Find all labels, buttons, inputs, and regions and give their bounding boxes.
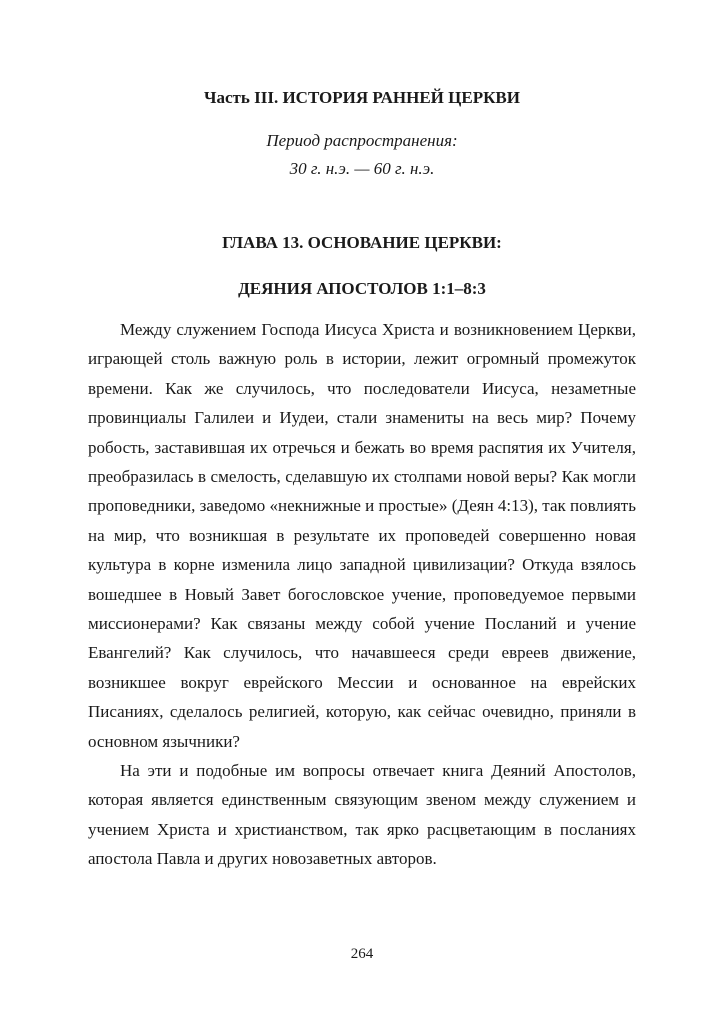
chapter-subtitle: ДЕЯНИЯ АПОСТОЛОВ 1:1–8:3 xyxy=(238,279,486,298)
paragraph-line: основном язычники? xyxy=(88,731,240,751)
paragraph-line: возникшее вокруг еврейского Мессии и основанное на еврейских xyxy=(88,672,636,692)
paragraph-line: проповедники, заведомо «некнижные и простые» (Деян 4:13), так повлиять xyxy=(88,496,636,516)
chapter-title: ГЛАВА 13. ОСНОВАНИЕ ЦЕРКВИ: xyxy=(222,233,502,252)
paragraph-line: на мир, что возникшая в результате их проповедей совершенно новая xyxy=(88,525,636,545)
page-number: 264 xyxy=(350,946,374,962)
paragraph-line: времени. Как же случилось, что последователи Иисуса, незаметные xyxy=(88,378,636,398)
paragraph-line: Евангелий? Как случилось, что начавшееся среди евреев движение, xyxy=(88,643,636,663)
paragraph-line: культура в корне изменила лицо западной цивилизации? Откуда взялось xyxy=(88,555,636,575)
paragraph-line: провинциалы Галилеи и Иудеи, стали знамениты на весь мир? Почему xyxy=(88,408,636,428)
paragraph-line: Между служением Господа Иисуса Христа и возникновением Церкви, xyxy=(120,320,636,339)
paragraph-line: На эти и подобные им вопросы отвечает книга Деяний Апостолов, xyxy=(120,761,636,780)
paragraph-line: апостола Павла и других новозаветных авторов. xyxy=(88,849,437,869)
period-label: Период распространения: xyxy=(266,131,458,150)
paragraph-line: которая является единственным связующим звеном между служением и xyxy=(88,790,636,810)
paragraph-line: вошедшее в Новый Завет богословское учение, проповедуемое первыми xyxy=(88,584,636,604)
paragraph-line: играющей столь важную роль в истории, лежит огромный промежуток xyxy=(88,349,636,369)
period-dates: 30 г. н.э. — 60 г. н.э. xyxy=(289,159,435,178)
paragraph-line: преобразилась в смелость, сделавшую их столпами новой веры? Как могли xyxy=(88,467,636,486)
part-title: Часть III. ИСТОРИЯ РАННЕЙ ЦЕРКВИ xyxy=(203,88,520,107)
paragraph-line: учением Христа и христианством, так ярко расцветающим в посланиях xyxy=(88,819,636,839)
paragraph-line: миссионерами? Как связаны между собой учение Посланий и учение xyxy=(88,614,636,633)
paragraph-line: робость, заставившая их отречься и бежать во время распятия их Учителя, xyxy=(88,437,636,457)
paragraph-line: Писаниях, сделалось религией, которую, как сейчас очевидно, приняли в xyxy=(88,702,636,722)
